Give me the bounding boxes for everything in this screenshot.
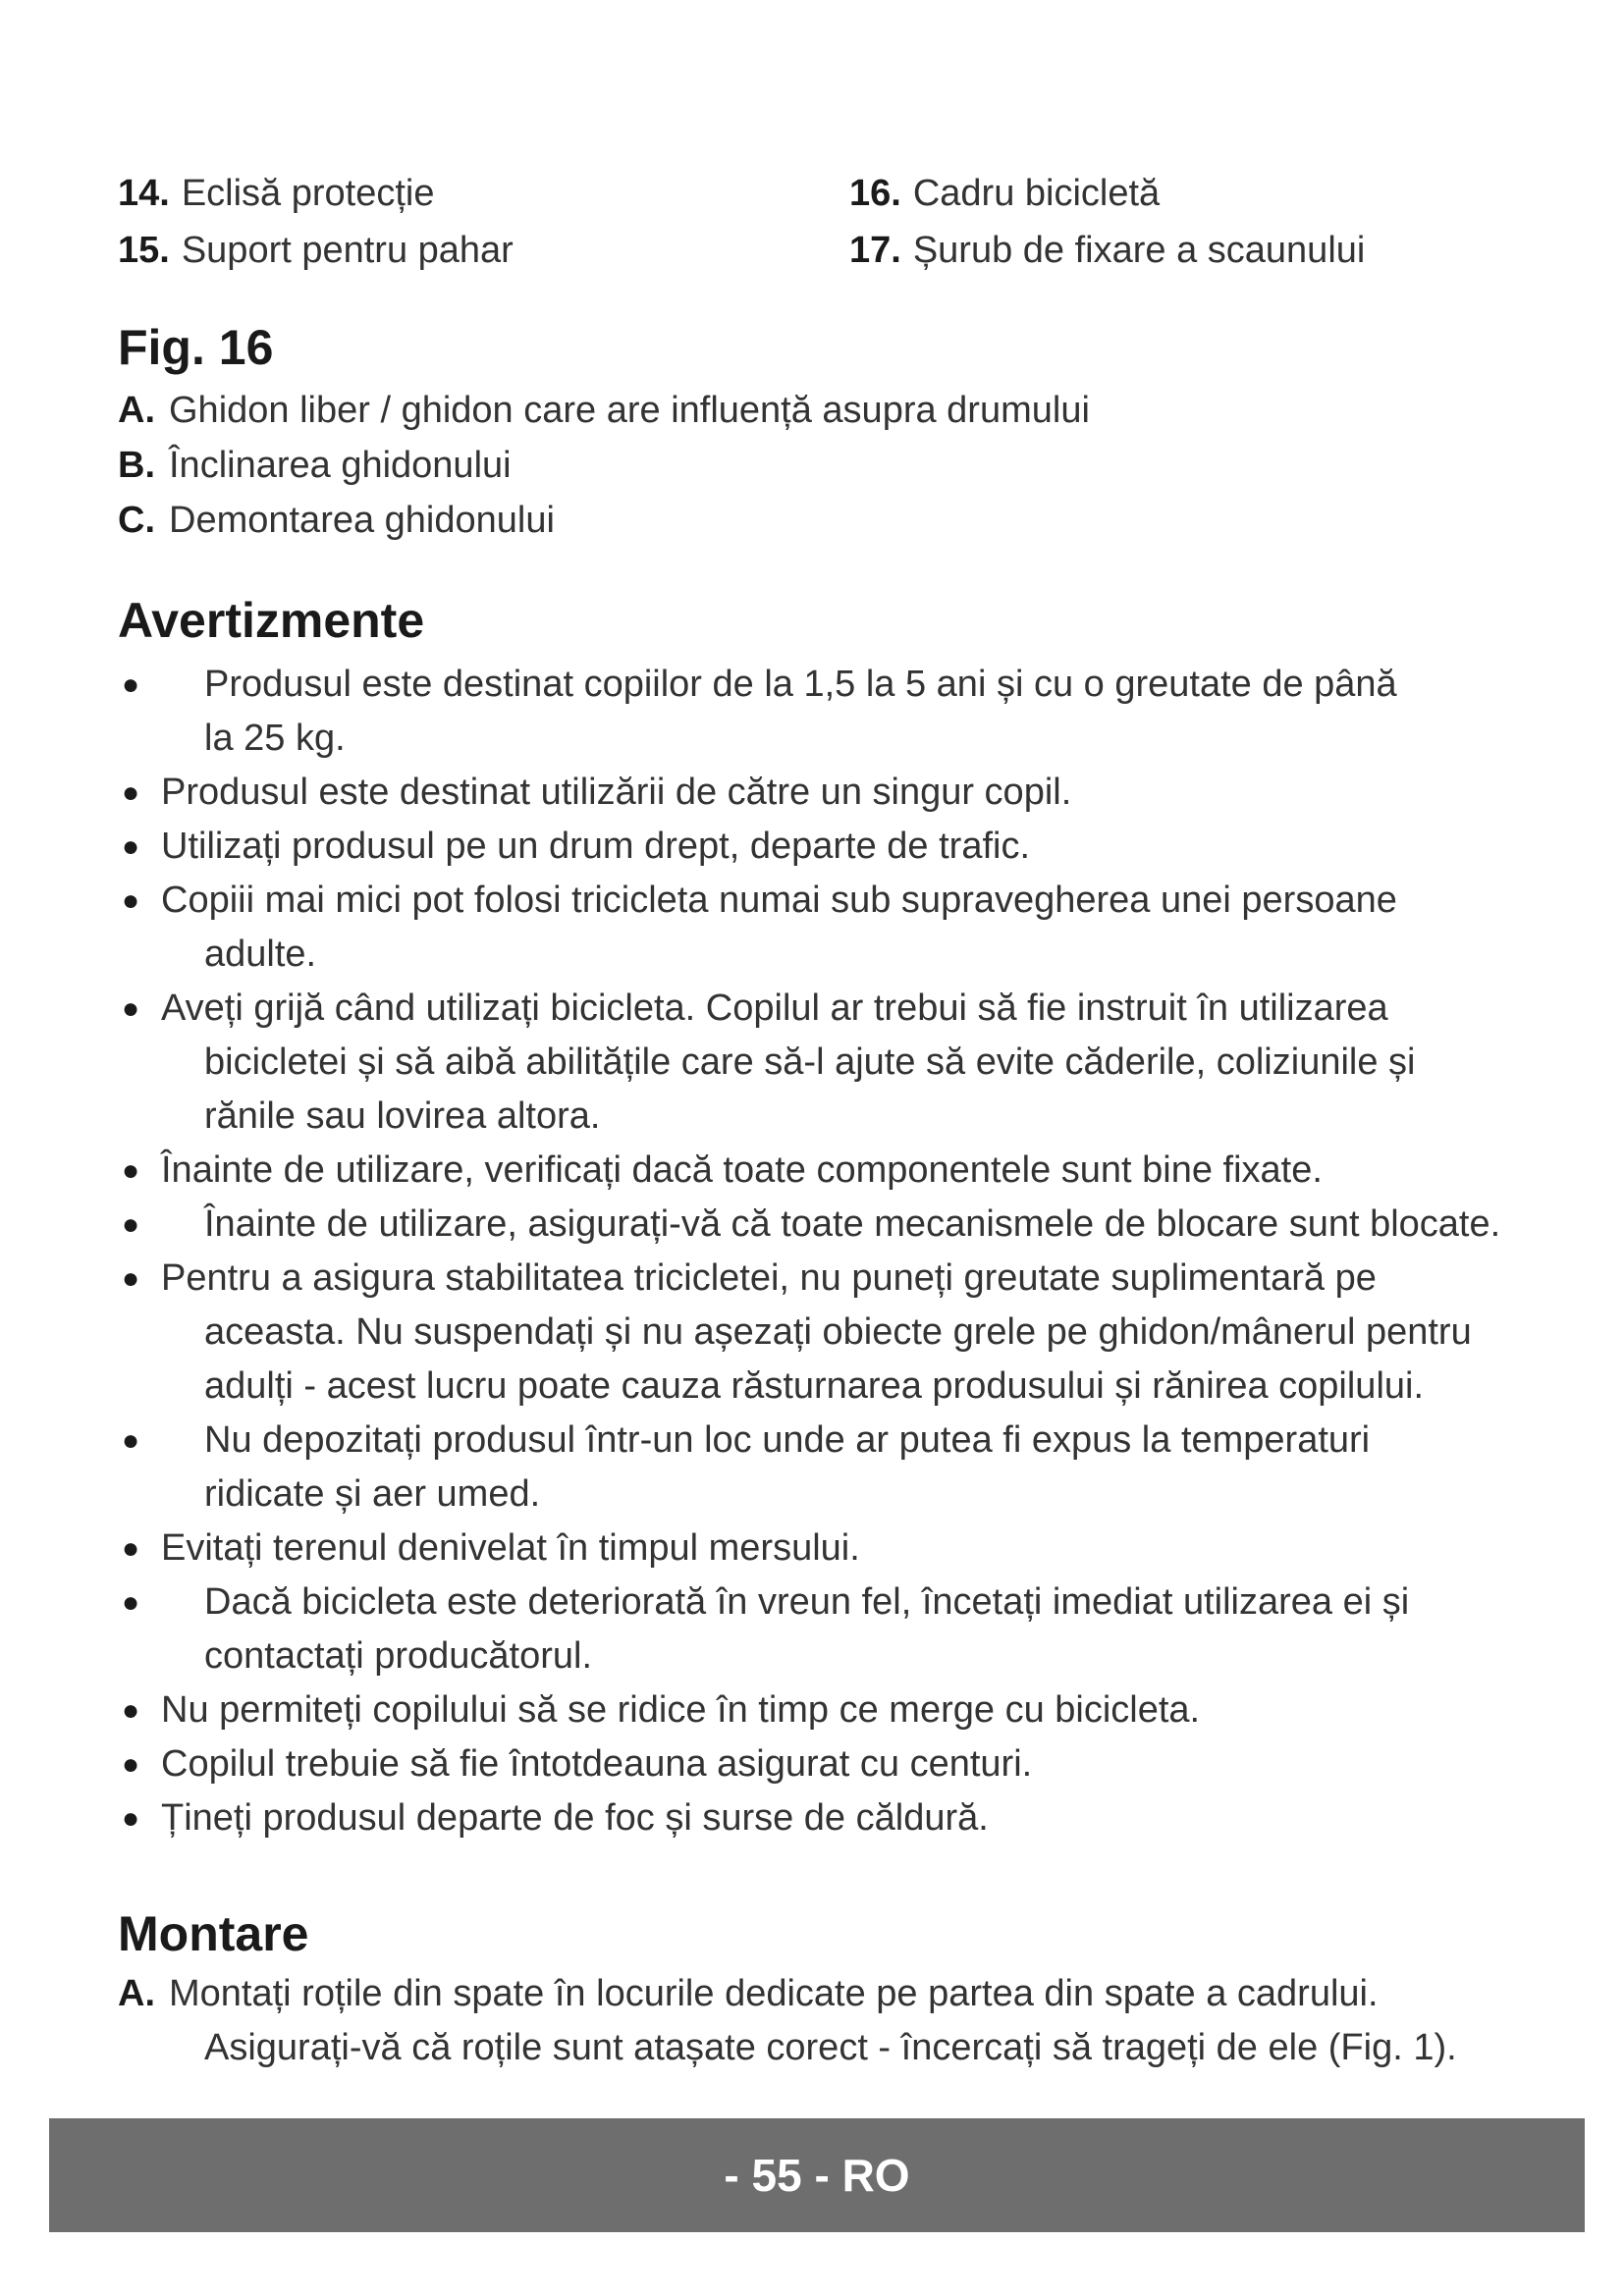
part-item <box>849 165 1365 222</box>
footer-bar <box>49 2118 1585 2232</box>
bullet-icon: ● <box>122 992 140 1025</box>
fig16-list <box>118 383 1090 548</box>
warning-item <box>118 1791 1551 1845</box>
part-number: 14. <box>118 173 170 214</box>
bullet-icon: ● <box>122 830 140 863</box>
warning-item <box>118 658 1551 766</box>
part-label: Cadru bicicletă <box>912 173 1161 214</box>
part-number: 15. <box>118 230 170 271</box>
warning-text: Produsul este destinat copiilor de la 1,5 la 5 ani și cu o greutate de până <box>204 664 1397 705</box>
bullet-icon: ● <box>122 1262 140 1295</box>
warning-text-cont: ridicate și aer umed. <box>204 1473 541 1515</box>
warning-item <box>118 1683 1551 1737</box>
warning-text-cont: aceasta. Nu suspendați și nu așezați obiecte grele pe ghidon/mânerul pentru <box>204 1311 1472 1353</box>
warning-item <box>118 874 1551 982</box>
bullet-icon: ● <box>122 1802 140 1835</box>
step-text: Montați roțile din spate în locurile dedicate pe partea din spate a cadrului. <box>169 1973 1379 2014</box>
item-text: Înclinarea ghidonului <box>169 445 512 486</box>
warning-text: Produsul este destinat utilizării de către un singur copil. <box>161 772 1072 813</box>
parts-column-right <box>849 165 1365 279</box>
warning-text: Aveți grijă când utilizați bicicleta. Copilul ar trebui să fie instruit în utilizarea <box>161 988 1388 1029</box>
part-number: 17. <box>849 230 901 271</box>
page-number: - 55 - RO <box>724 2150 910 2201</box>
montare-heading: Montare <box>118 1906 309 1961</box>
step-text-cont: Asigurați-vă că roțile sunt atașate corect - încercați să trageți de ele (Fig. 1). <box>204 2027 1457 2068</box>
item-letter: A. <box>118 390 155 431</box>
warnings-list <box>118 658 1551 1845</box>
warning-item <box>118 1144 1551 1198</box>
item-letter: B. <box>118 445 155 486</box>
warning-text: Copiii mai mici pot folosi tricicleta numai sub supravegherea unei persoane <box>161 880 1397 921</box>
warning-text: Țineți produsul departe de foc și surse de căldură. <box>161 1797 989 1839</box>
fig16-item <box>118 383 1090 438</box>
warning-text: Nu permiteți copilului să se ridice în timp ce merge cu bicicleta. <box>161 1689 1201 1731</box>
warning-text: Nu depozitați produsul într-un loc unde ar putea fi expus la temperaturi <box>204 1419 1371 1461</box>
item-text: Ghidon liber / ghidon care are influență asupra drumului <box>169 390 1090 431</box>
bullet-icon: ● <box>122 776 140 809</box>
bullet-icon: ● <box>122 1154 140 1187</box>
warning-item <box>118 1575 1551 1683</box>
bullet-icon: ● <box>122 668 140 701</box>
warning-item <box>118 1522 1551 1575</box>
warning-item <box>118 820 1551 874</box>
warning-text-cont: bicicletei și să aibă abilitățile care să-l ajute să evite căderile, coliziunile și <box>204 1041 1416 1083</box>
part-item <box>118 222 514 279</box>
warning-text-cont: contactați producătorul. <box>204 1635 593 1677</box>
warning-item <box>118 1198 1551 1252</box>
warning-text-cont: adulte. <box>204 934 317 975</box>
bullet-icon: ● <box>122 1532 140 1565</box>
warning-item <box>118 1252 1551 1414</box>
item-text: Demontarea ghidonului <box>169 500 555 541</box>
warning-text: Dacă bicicleta este deteriorată în vreun fel, încetați imediat utilizarea ei și <box>204 1581 1410 1623</box>
warning-text-cont: rănile sau lovirea altora. <box>204 1095 601 1137</box>
warning-text: Înainte de utilizare, asigurați-vă că toate mecanismele de blocare sunt blocate. <box>204 1203 1501 1245</box>
part-number: 16. <box>849 173 901 214</box>
warning-text: Utilizați produsul pe un drum drept, departe de trafic. <box>161 826 1031 867</box>
bullet-icon: ● <box>122 1748 140 1781</box>
bullet-icon: ● <box>122 1586 140 1619</box>
part-item <box>118 165 514 222</box>
warning-text-cont: adulți - acest lucru poate cauza răsturnarea produsului și rănirea copilului. <box>204 1365 1425 1407</box>
warning-item <box>118 1737 1551 1791</box>
item-letter: C. <box>118 500 155 541</box>
fig16-item <box>118 438 1090 493</box>
warning-text: Înainte de utilizare, verificați dacă toate componentele sunt bine fixate. <box>161 1149 1323 1191</box>
warnings-heading: Avertizmente <box>118 593 425 648</box>
warning-text: Evitați terenul denivelat în timpul mersului. <box>161 1527 860 1569</box>
fig16-title: Fig. 16 <box>118 320 274 375</box>
warning-text: Copilul trebuie să fie întotdeauna asigurat cu centuri. <box>161 1743 1033 1785</box>
bullet-icon: ● <box>122 1694 140 1727</box>
montare-step <box>118 1967 1551 2075</box>
warning-item <box>118 1414 1551 1522</box>
bullet-icon: ● <box>122 884 140 917</box>
warning-item <box>118 766 1551 820</box>
fig16-item <box>118 493 1090 548</box>
bullet-icon: ● <box>122 1208 140 1241</box>
parts-column-left <box>118 165 514 279</box>
part-label: Eclisă protecție <box>181 173 435 214</box>
warning-text: Pentru a asigura stabilitatea tricicletei, nu puneți greutate suplimentară pe <box>161 1257 1377 1299</box>
bullet-icon: ● <box>122 1424 140 1457</box>
warning-item <box>118 982 1551 1144</box>
warning-text-cont: la 25 kg. <box>204 718 346 759</box>
step-letter: A. <box>118 1973 155 2014</box>
part-item <box>849 222 1365 279</box>
part-label: Șurub de fixare a scaunului <box>912 230 1366 271</box>
part-label: Suport pentru pahar <box>181 230 514 271</box>
